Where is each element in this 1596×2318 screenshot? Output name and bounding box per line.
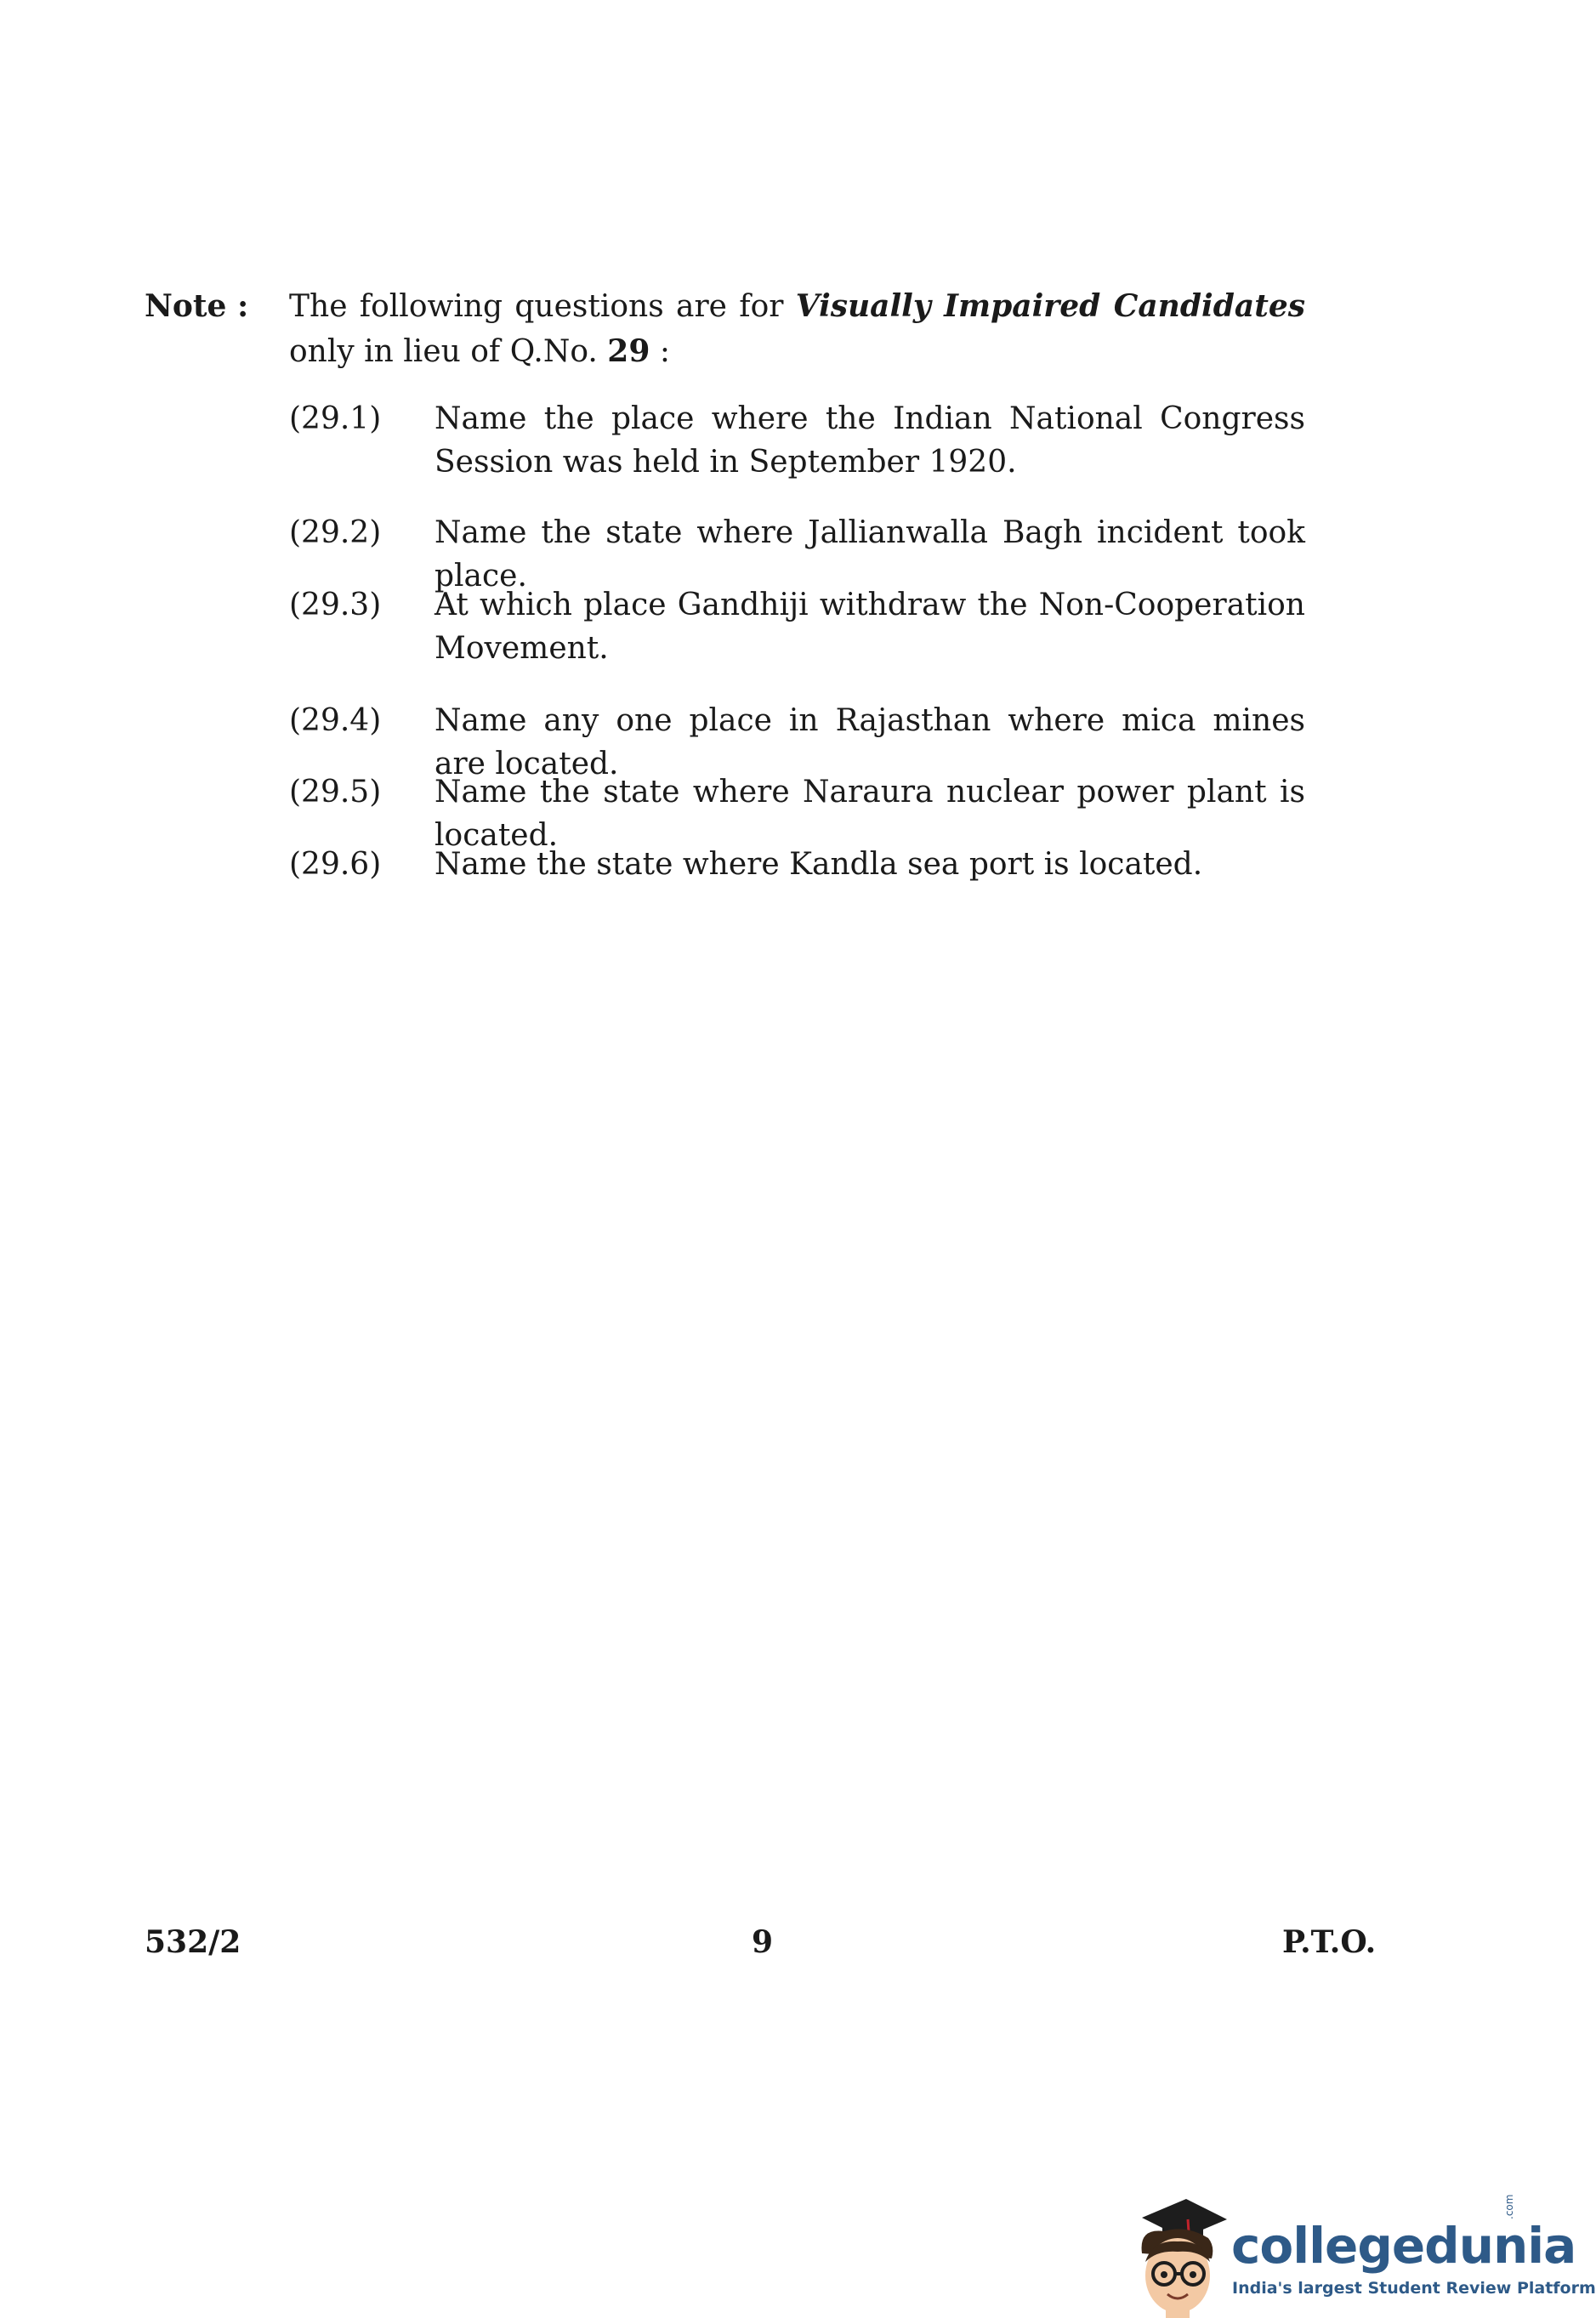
question-number: (29.6)	[289, 847, 382, 882]
note-text	[289, 284, 1305, 374]
question-item	[289, 397, 1305, 484]
question-text: Name the state where Jallianwalla Bagh incident took place.	[434, 515, 1305, 594]
note-label: Note :	[145, 288, 249, 324]
footer-code: 532/2	[145, 1924, 241, 1960]
question-number: (29.4)	[289, 703, 382, 738]
question-number: (29.1)	[289, 401, 382, 436]
question-number: (29.5)	[289, 775, 382, 810]
footer-pto: P.T.O.	[1282, 1924, 1377, 1960]
question-text: At which place Gandhiji withdraw the Non-Cooperation Movement.	[434, 588, 1305, 666]
question-number: (29.3)	[289, 588, 382, 622]
collegedunia-logo	[1127, 2194, 1596, 2318]
student-mascot-icon	[1127, 2194, 1233, 2318]
logo-domain-suffix: .com	[1503, 2194, 1515, 2219]
note-emphasis: Visually Impaired Candidates	[795, 288, 1306, 324]
note-text-end: :	[650, 334, 670, 369]
question-text: Name any one place in Rajasthan where mica mines are located.	[434, 703, 1305, 781]
logo-brand-text: collegedunia	[1231, 2217, 1576, 2275]
question-text: Name the place where the Indian National Congress Session was held in September 1920.	[434, 401, 1305, 480]
question-item	[289, 843, 1305, 886]
question-text: Name the state where Kandla sea port is located.	[434, 847, 1203, 882]
question-number: (29.2)	[289, 515, 382, 550]
question-text: Name the state where Naraura nuclear power plant is located.	[434, 775, 1305, 853]
question-item	[289, 583, 1305, 670]
footer-page-number: 9	[752, 1924, 774, 1960]
note-text-before: The following questions are for	[289, 289, 796, 324]
logo-tagline: India's largest Student Review Platform	[1232, 2279, 1596, 2298]
note-question-number: 29	[607, 333, 650, 369]
note-text-after: only in lieu of Q.No.	[289, 334, 608, 369]
